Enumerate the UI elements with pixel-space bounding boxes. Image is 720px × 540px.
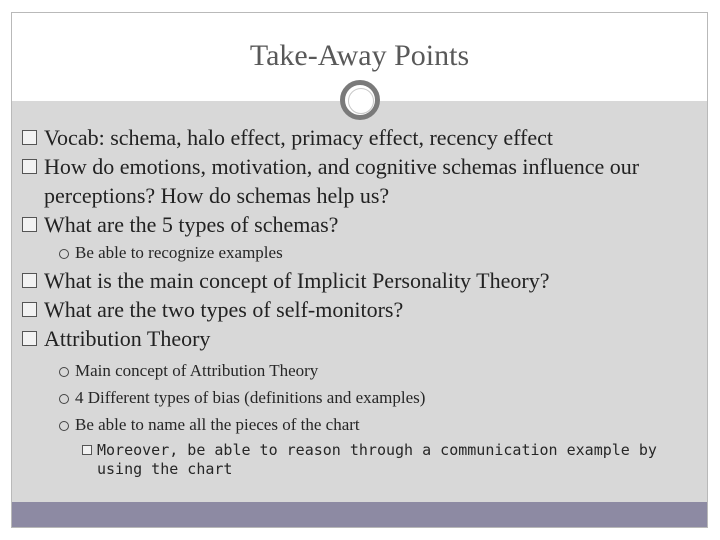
square-bullet-icon [22,273,37,288]
bullet-item: Vocab: schema, halo effect, primacy effect, recency effect [22,123,692,152]
square-bullet-icon [22,217,37,232]
square-bullet-icon [22,130,37,145]
bullet-item: What are the 5 types of schemas? [22,210,692,239]
bullet-item: What are the two types of self-monitors? [22,295,692,324]
bullet-item: Attribution Theory [22,324,692,353]
bullet-item: What is the main concept of Implicit Personality Theory? [22,266,692,295]
sub-bullet-item: Main concept of Attribution Theory [22,357,692,384]
circle-bullet-icon [59,249,69,259]
square-bullet-icon [22,331,37,346]
sub-bullet-item: Be able to name all the pieces of the chart [22,411,692,438]
sub-sub-bullet-item: Moreover, be able to reason through a communication example by using the chart [22,441,692,479]
sub-bullet-item: Be able to recognize examples [22,239,692,266]
bullet-item: How do emotions, motivation, and cognitive schemas influence our perceptions? How do schemas help us? [22,152,692,210]
divider-circle-icon [340,80,380,120]
square-bullet-icon [22,302,37,317]
square-bullet-icon [22,159,37,174]
bullet-list [22,123,692,479]
slide-title: Take-Away Points [249,39,470,72]
square-bullet-icon [82,445,92,455]
footer-bar [12,502,707,527]
circle-bullet-icon [59,394,69,404]
sub-bullet-item: 4 Different types of bias (definitions and examples) [22,384,692,411]
circle-bullet-icon [59,421,69,431]
circle-bullet-icon [59,367,69,377]
